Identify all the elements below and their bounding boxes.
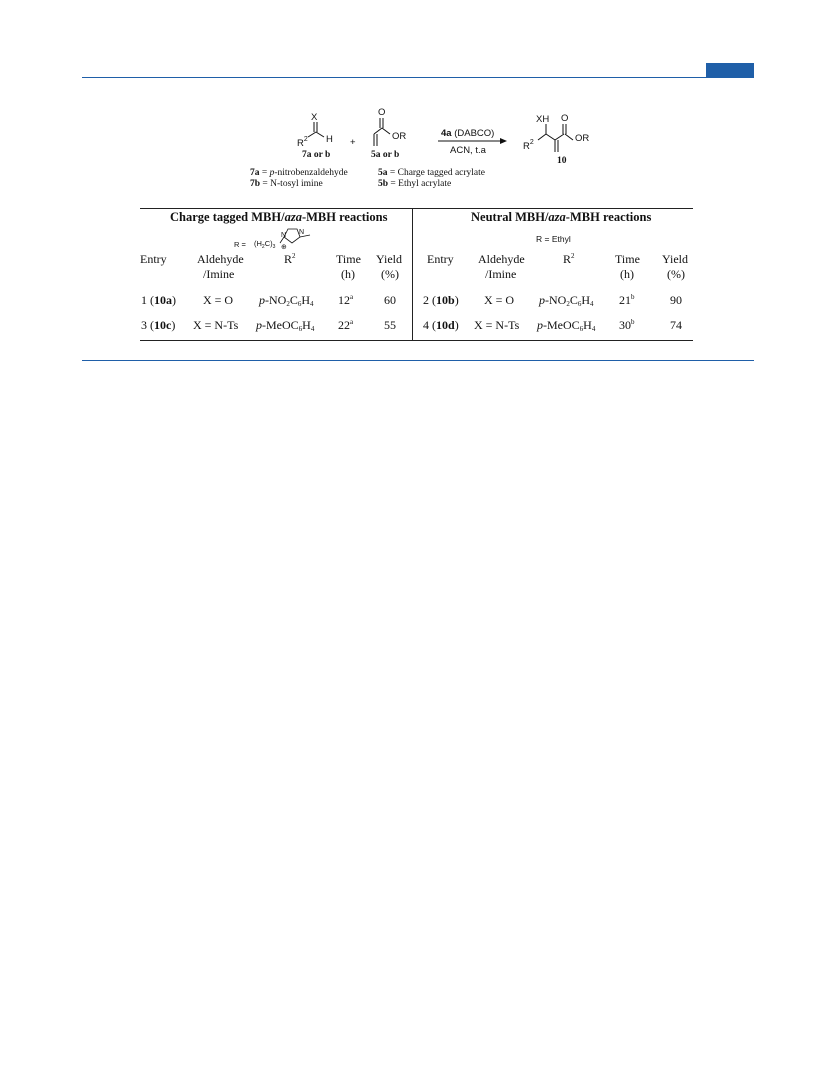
arrow-bottom-label: ACN, t.a	[450, 145, 486, 156]
product-or: OR	[575, 133, 590, 144]
yield-cell: 90	[670, 293, 682, 307]
right-r-eq: R = Ethyl	[536, 234, 571, 244]
product-xh: XH	[536, 114, 550, 125]
r2-cell: $p-NO_2C_6H_4$	[539, 293, 594, 308]
legend-5a: 5a = Charge tagged acrylate	[378, 168, 486, 178]
reaction-scheme	[250, 104, 610, 196]
r2-label: 5a or b	[371, 150, 400, 160]
time-cell: 22$^a$	[338, 318, 354, 332]
entry-cell: 3 (10c)	[141, 318, 176, 332]
yield-cell: 60	[384, 293, 396, 307]
header-accent-block	[706, 63, 754, 78]
right-section-title: Neutral MBH/aza-MBH reactions	[471, 210, 652, 224]
col-imine-right: /Imine	[485, 267, 517, 281]
left-section-title: Charge tagged MBH/aza-MBH reactions	[170, 210, 388, 224]
col-yield-unit: (%)	[381, 267, 399, 281]
top-rule	[82, 77, 754, 78]
x-cell: X = O	[203, 293, 234, 307]
product-o: O	[561, 113, 569, 124]
col-entry-right: Entry	[427, 252, 454, 266]
left-r-n2: N	[299, 229, 305, 236]
entry-cell: 2 (10b)	[423, 293, 459, 307]
time-cell: 12$^a$	[338, 293, 354, 307]
col-yield-unit-right: (%)	[667, 267, 685, 281]
arrow-top-label: 4a (DABCO)	[441, 128, 495, 139]
r2-cell: $p-MeOC_6H_4$	[256, 318, 315, 333]
table-bottom-rule	[140, 340, 693, 341]
time-cell: 30$^b$	[619, 318, 635, 332]
entry-cell: 4 (10d)	[423, 318, 459, 332]
r2-atom-top: O	[378, 107, 386, 118]
col-entry: Entry	[140, 252, 167, 266]
yield-cell: 74	[670, 318, 682, 332]
bottom-rule	[82, 360, 754, 361]
product-r-group: $R^2$	[523, 139, 534, 152]
entry-cell: 1 (10a)	[141, 293, 176, 307]
legend-5b: 5b = Ethyl acrylate	[378, 179, 452, 189]
table-top-rule	[140, 208, 693, 209]
col-aldehyde-right: Aldehyde	[478, 252, 525, 266]
product-label: 10	[557, 156, 567, 166]
table-divider	[412, 208, 413, 340]
col-yield: Yield	[376, 252, 402, 266]
col-yield-right: Yield	[662, 252, 688, 266]
x-cell: X = N-Ts	[474, 318, 520, 332]
yield-cell: 55	[384, 318, 396, 332]
r1-h: H	[326, 134, 333, 145]
plus-sign: +	[350, 137, 356, 148]
left-r-chain: $(H_2C)_3$	[254, 239, 276, 250]
r2-group: OR	[392, 131, 407, 142]
col-r2-right: $R^2$	[563, 252, 575, 266]
r1-label: 7a or b	[302, 150, 331, 160]
r2-cell: $p-MeOC_6H_4$	[537, 318, 596, 333]
x-cell: X = N-Ts	[193, 318, 239, 332]
x-cell: X = O	[484, 293, 515, 307]
col-imine: /Imine	[203, 267, 235, 281]
legend-7a: 7a = p-nitrobenzaldehyde	[250, 168, 348, 178]
legend-7b: 7b = N-tosyl imine	[250, 179, 323, 189]
col-time: Time	[336, 252, 361, 266]
col-r2: $R^2$	[284, 252, 296, 266]
col-time-unit-right: (h)	[620, 267, 634, 281]
r2-cell: $p-NO_2C_6H_4$	[259, 293, 314, 308]
left-r-n1: N	[281, 232, 287, 239]
col-aldehyde: Aldehyde	[197, 252, 244, 266]
r1-r-group: $R^2$	[297, 136, 308, 149]
left-r-eq: R =	[234, 240, 246, 249]
time-cell: 21$^b$	[619, 293, 635, 307]
r1-atom-top: X	[311, 112, 318, 123]
col-time-right: Time	[615, 252, 640, 266]
col-time-unit: (h)	[341, 267, 355, 281]
left-r-charge: ⊕	[281, 244, 287, 251]
